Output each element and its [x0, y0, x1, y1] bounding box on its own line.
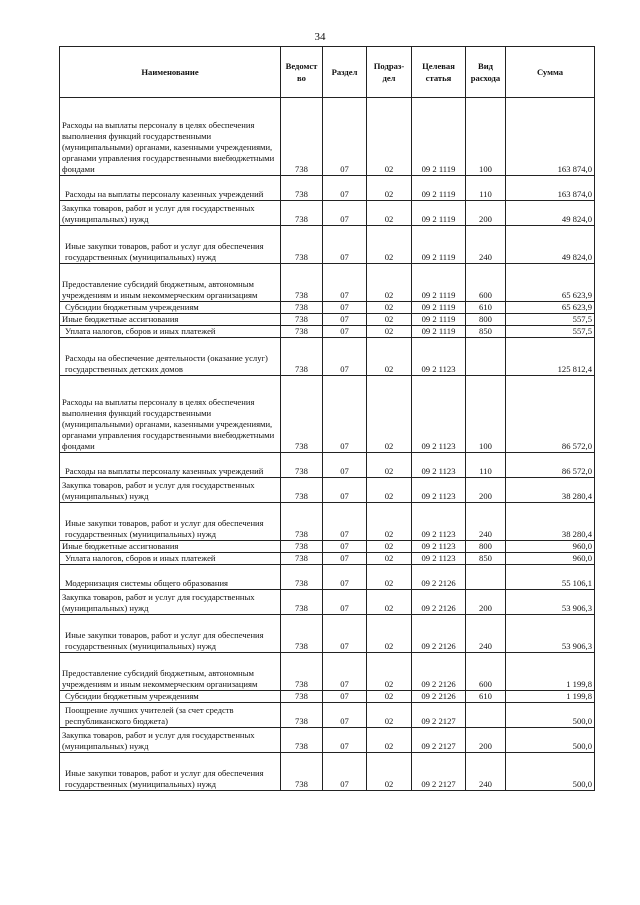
table-row [60, 728, 595, 753]
row-podrazdel: 02 [367, 176, 412, 201]
row-podrazdel: 02 [367, 453, 412, 478]
row-sum: 960,0 [506, 541, 595, 553]
col-header-sum: Сумма [506, 47, 595, 98]
row-dept: 738 [281, 326, 323, 338]
table-row [60, 565, 595, 590]
row-dept: 738 [281, 753, 323, 791]
table-row [60, 226, 595, 264]
row-expense-type: 240 [466, 753, 506, 791]
row-sum: 86 572,0 [506, 376, 595, 453]
row-target-article: 09 2 1123 [412, 503, 466, 541]
table-row [60, 264, 595, 302]
row-razdel: 07 [323, 653, 367, 691]
budget-table [59, 46, 595, 791]
row-target-article: 09 2 2127 [412, 703, 466, 728]
row-expense-type: 600 [466, 653, 506, 691]
row-dept: 738 [281, 478, 323, 503]
table-row [60, 653, 595, 691]
row-name: Закупка товаров, работ и услуг для государственных (муниципальных) нужд [60, 478, 281, 503]
row-razdel: 07 [323, 226, 367, 264]
row-target-article: 09 2 1123 [412, 541, 466, 553]
row-target-article: 09 2 1119 [412, 176, 466, 201]
col-header-target-article: Целевая статья [412, 47, 466, 98]
row-podrazdel: 02 [367, 753, 412, 791]
row-sum: 960,0 [506, 553, 595, 565]
row-target-article: 09 2 1119 [412, 326, 466, 338]
row-sum: 163 874,0 [506, 176, 595, 201]
row-sum: 500,0 [506, 703, 595, 728]
row-podrazdel: 02 [367, 590, 412, 615]
row-dept: 738 [281, 541, 323, 553]
row-name: Иные закупки товаров, работ и услуг для обеспечения государственных (муниципальных) нужд [60, 753, 281, 791]
row-podrazdel: 02 [367, 691, 412, 703]
row-sum: 38 280,4 [506, 503, 595, 541]
table-header-row [60, 47, 595, 98]
row-target-article: 09 2 1123 [412, 376, 466, 453]
page-number: 34 [314, 31, 326, 43]
row-target-article: 09 2 2127 [412, 728, 466, 753]
table-row [60, 553, 595, 565]
row-target-article: 09 2 1119 [412, 226, 466, 264]
row-sum: 53 906,3 [506, 590, 595, 615]
row-name: Модернизация системы общего образования [60, 565, 281, 590]
row-razdel: 07 [323, 98, 367, 176]
row-dept: 738 [281, 226, 323, 264]
row-target-article: 09 2 2126 [412, 590, 466, 615]
row-expense-type [466, 565, 506, 590]
table-row [60, 753, 595, 791]
table-row [60, 615, 595, 653]
row-name: Субсидии бюджетным учреждениям [60, 691, 281, 703]
row-target-article: 09 2 1119 [412, 98, 466, 176]
table-row [60, 590, 595, 615]
row-podrazdel: 02 [367, 553, 412, 565]
row-name: Закупка товаров, работ и услуг для государственных (муниципальных) нужд [60, 590, 281, 615]
table-row [60, 326, 595, 338]
row-sum: 86 572,0 [506, 453, 595, 478]
row-podrazdel: 02 [367, 615, 412, 653]
table-row [60, 478, 595, 503]
row-razdel: 07 [323, 753, 367, 791]
row-razdel: 07 [323, 264, 367, 302]
row-razdel: 07 [323, 201, 367, 226]
row-podrazdel: 02 [367, 478, 412, 503]
row-name: Иные закупки товаров, работ и услуг для обеспечения государственных (муниципальных) нужд [60, 615, 281, 653]
row-podrazdel: 02 [367, 302, 412, 314]
table-body [60, 98, 595, 791]
row-sum: 500,0 [506, 728, 595, 753]
row-dept: 738 [281, 98, 323, 176]
row-expense-type: 600 [466, 264, 506, 302]
row-dept: 738 [281, 728, 323, 753]
row-razdel: 07 [323, 314, 367, 326]
row-sum: 1 199,8 [506, 653, 595, 691]
row-name: Расходы на выплаты персоналу в целях обеспечения выполнения функций государственными (муниципальными) органами, казенными учреждениями, органами управления государственными внебюджетными фондами [60, 376, 281, 453]
row-razdel: 07 [323, 376, 367, 453]
row-name: Иные закупки товаров, работ и услуг для обеспечения государственных (муниципальных) нужд [60, 503, 281, 541]
row-sum: 163 874,0 [506, 98, 595, 176]
row-podrazdel: 02 [367, 541, 412, 553]
row-expense-type: 240 [466, 226, 506, 264]
row-name: Уплата налогов, сборов и иных платежей [60, 326, 281, 338]
row-name: Иные бюджетные ассигнования [60, 314, 281, 326]
row-podrazdel: 02 [367, 314, 412, 326]
row-expense-type [466, 338, 506, 376]
row-podrazdel: 02 [367, 98, 412, 176]
row-expense-type: 800 [466, 314, 506, 326]
row-name: Иные бюджетные ассигнования [60, 541, 281, 553]
row-sum: 55 106,1 [506, 565, 595, 590]
row-name: Уплата налогов, сборов и иных платежей [60, 553, 281, 565]
row-target-article: 09 2 1119 [412, 314, 466, 326]
col-header-razdel: Раздел [323, 47, 367, 98]
row-razdel: 07 [323, 691, 367, 703]
row-podrazdel: 02 [367, 703, 412, 728]
row-target-article: 09 2 2126 [412, 565, 466, 590]
col-header-podrazdel: Подраз-дел [367, 47, 412, 98]
row-razdel: 07 [323, 453, 367, 478]
row-sum: 49 824,0 [506, 201, 595, 226]
row-razdel: 07 [323, 302, 367, 314]
row-sum: 65 623,9 [506, 302, 595, 314]
table-row [60, 338, 595, 376]
row-razdel: 07 [323, 553, 367, 565]
row-podrazdel: 02 [367, 728, 412, 753]
table-row [60, 691, 595, 703]
row-expense-type: 100 [466, 376, 506, 453]
table-row [60, 503, 595, 541]
row-podrazdel: 02 [367, 376, 412, 453]
row-dept: 738 [281, 176, 323, 201]
row-dept: 738 [281, 302, 323, 314]
row-sum: 125 812,4 [506, 338, 595, 376]
row-podrazdel: 02 [367, 264, 412, 302]
row-podrazdel: 02 [367, 503, 412, 541]
row-razdel: 07 [323, 338, 367, 376]
row-dept: 738 [281, 703, 323, 728]
row-name: Расходы на выплаты персоналу казенных учреждений [60, 453, 281, 478]
row-name: Закупка товаров, работ и услуг для государственных (муниципальных) нужд [60, 728, 281, 753]
row-dept: 738 [281, 503, 323, 541]
row-dept: 738 [281, 565, 323, 590]
row-sum: 38 280,4 [506, 478, 595, 503]
row-name: Расходы на выплаты персоналу в целях обеспечения выполнения функций государственными (муниципальными) органами, казенными учреждениями, органами управления государственными внебюджетными фондами [60, 98, 281, 176]
row-sum: 557,5 [506, 326, 595, 338]
row-razdel: 07 [323, 590, 367, 615]
col-header-dept: Ведомст во [281, 47, 323, 98]
row-expense-type: 100 [466, 98, 506, 176]
row-sum: 500,0 [506, 753, 595, 791]
row-target-article: 09 2 2126 [412, 615, 466, 653]
row-name: Предоставление субсидий бюджетным, автономным учреждениям и иным некоммерческим организациям [60, 653, 281, 691]
row-target-article: 09 2 1123 [412, 478, 466, 503]
row-expense-type [466, 703, 506, 728]
row-expense-type: 200 [466, 590, 506, 615]
row-razdel: 07 [323, 728, 367, 753]
row-expense-type: 110 [466, 176, 506, 201]
row-name: Поощрение лучших учителей (за счет средств республиканского бюджета) [60, 703, 281, 728]
row-target-article: 09 2 1119 [412, 201, 466, 226]
table-row [60, 541, 595, 553]
table-row [60, 314, 595, 326]
row-expense-type: 850 [466, 326, 506, 338]
row-razdel: 07 [323, 326, 367, 338]
row-target-article: 09 2 2127 [412, 753, 466, 791]
row-dept: 738 [281, 653, 323, 691]
row-expense-type: 800 [466, 541, 506, 553]
table-row [60, 376, 595, 453]
col-header-expense-type: Вид расхода [466, 47, 506, 98]
table-row [60, 201, 595, 226]
row-razdel: 07 [323, 478, 367, 503]
row-podrazdel: 02 [367, 653, 412, 691]
row-expense-type: 240 [466, 615, 506, 653]
table-row [60, 302, 595, 314]
row-sum: 65 623,9 [506, 264, 595, 302]
row-target-article: 09 2 1123 [412, 553, 466, 565]
row-target-article: 09 2 1123 [412, 338, 466, 376]
row-name: Предоставление субсидий бюджетным, автономным учреждениям и иным некоммерческим организациям [60, 264, 281, 302]
row-target-article: 09 2 2126 [412, 653, 466, 691]
row-razdel: 07 [323, 565, 367, 590]
table-row [60, 703, 595, 728]
row-expense-type: 610 [466, 691, 506, 703]
table-row [60, 176, 595, 201]
row-sum: 53 906,3 [506, 615, 595, 653]
row-name: Закупка товаров, работ и услуг для государственных (муниципальных) нужд [60, 201, 281, 226]
row-target-article: 09 2 1123 [412, 453, 466, 478]
row-razdel: 07 [323, 703, 367, 728]
row-dept: 738 [281, 314, 323, 326]
row-expense-type: 200 [466, 478, 506, 503]
row-dept: 738 [281, 615, 323, 653]
row-target-article: 09 2 1119 [412, 264, 466, 302]
row-podrazdel: 02 [367, 226, 412, 264]
row-razdel: 07 [323, 503, 367, 541]
row-target-article: 09 2 1119 [412, 302, 466, 314]
row-dept: 738 [281, 264, 323, 302]
row-dept: 738 [281, 691, 323, 703]
col-header-name: Наименование [60, 47, 281, 98]
row-podrazdel: 02 [367, 565, 412, 590]
row-expense-type: 200 [466, 201, 506, 226]
row-podrazdel: 02 [367, 338, 412, 376]
row-dept: 738 [281, 201, 323, 226]
row-name: Расходы на обеспечение деятельности (оказание услуг) государственных детских домов [60, 338, 281, 376]
row-dept: 738 [281, 338, 323, 376]
row-dept: 738 [281, 453, 323, 478]
row-dept: 738 [281, 553, 323, 565]
table-row [60, 453, 595, 478]
row-sum: 557,5 [506, 314, 595, 326]
row-expense-type: 850 [466, 553, 506, 565]
row-expense-type: 200 [466, 728, 506, 753]
row-razdel: 07 [323, 176, 367, 201]
row-razdel: 07 [323, 541, 367, 553]
row-name: Иные закупки товаров, работ и услуг для обеспечения государственных (муниципальных) нужд [60, 226, 281, 264]
row-expense-type: 240 [466, 503, 506, 541]
row-dept: 738 [281, 590, 323, 615]
row-podrazdel: 02 [367, 326, 412, 338]
row-expense-type: 110 [466, 453, 506, 478]
row-dept: 738 [281, 376, 323, 453]
row-name: Расходы на выплаты персоналу казенных учреждений [60, 176, 281, 201]
table-row [60, 98, 595, 176]
row-target-article: 09 2 2126 [412, 691, 466, 703]
row-sum: 49 824,0 [506, 226, 595, 264]
row-expense-type: 610 [466, 302, 506, 314]
row-podrazdel: 02 [367, 201, 412, 226]
row-razdel: 07 [323, 615, 367, 653]
row-sum: 1 199,8 [506, 691, 595, 703]
row-name: Субсидии бюджетным учреждениям [60, 302, 281, 314]
